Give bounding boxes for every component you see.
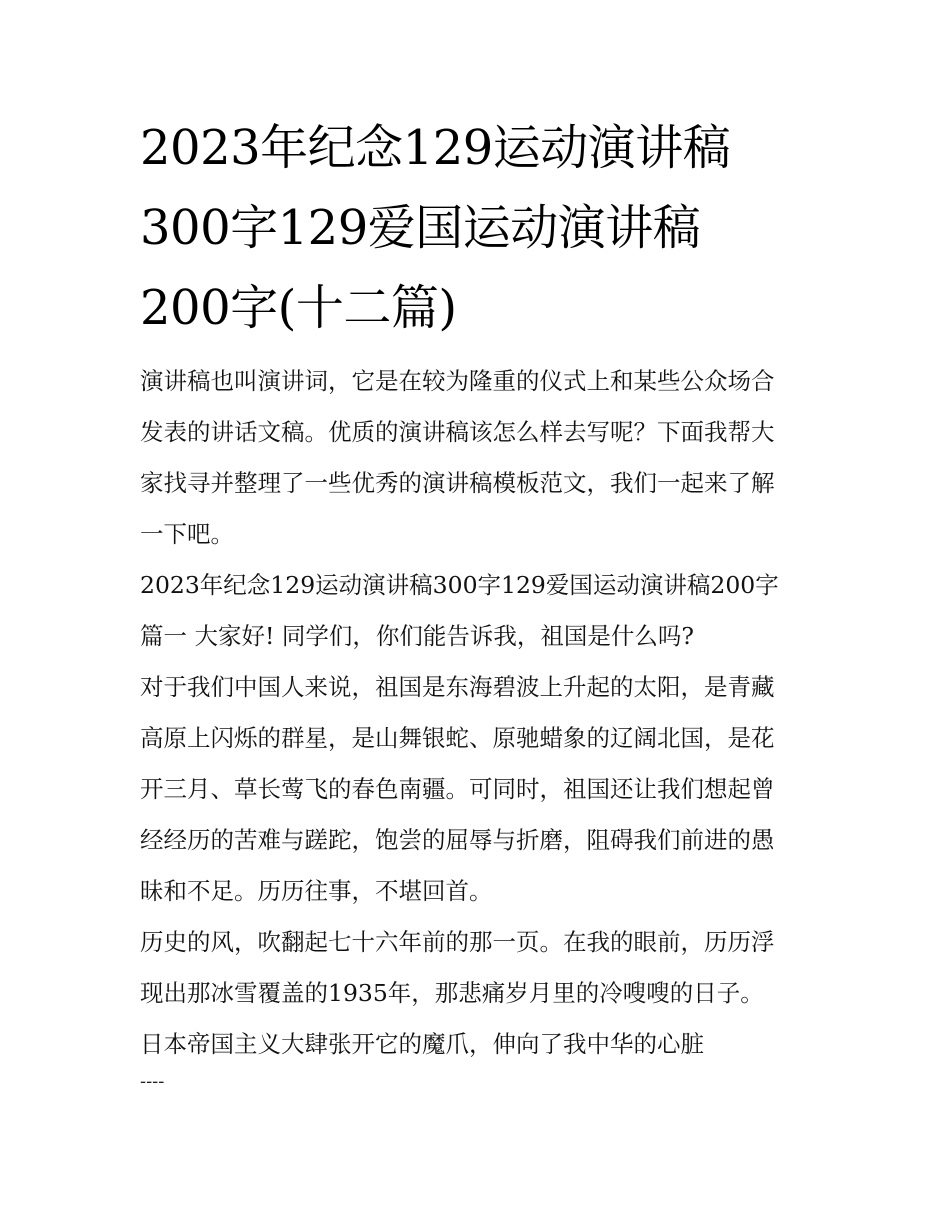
greeting-paragraph: [140, 611, 812, 662]
section-heading-paragraph: [140, 560, 812, 611]
text-line: 2023年纪念129运动演讲稿300字129爱国运动演讲稿200字: [140, 571, 779, 599]
text-line: 开三月、草长莺飞的春色南疆。可同时，祖国还让我们想起曾: [140, 775, 775, 803]
document-body: [140, 356, 812, 1070]
text-line: 高原上闪烁的群星，是山舞银蛇、原驰蜡象的辽阔北国，是花: [140, 724, 775, 752]
title-line: 300字129爱国运动演讲稿: [140, 200, 701, 256]
body-paragraph: [140, 1019, 812, 1070]
text-line: 昧和不足。历历往事，不堪回首。: [140, 877, 493, 905]
intro-paragraph: [140, 356, 812, 560]
text-line: 篇一 大家好! 同学们，你们能告诉我，祖国是什么吗?: [140, 622, 694, 650]
text-line: 一下吧。: [140, 520, 234, 548]
text-line: 历史的风，吹翻起七十六年前的那一页。在我的眼前，历历浮: [140, 928, 775, 956]
text-line: 对于我们中国人来说，祖国是东海碧波上升起的太阳，是青藏: [140, 673, 775, 701]
text-line: 家找寻并整理了一些优秀的演讲稿模板范文，我们一起来了解: [140, 469, 775, 497]
body-paragraph: [140, 917, 812, 1019]
title-line: 200字(十二篇): [140, 280, 457, 336]
document-title: [140, 108, 820, 348]
text-line: 日本帝国主义大肆张开它的魔爪，伸向了我中华的心脏: [140, 1030, 704, 1058]
truncation-marker: ----: [140, 1071, 165, 1092]
text-line: 演讲稿也叫演讲词，它是在较为隆重的仪式上和某些公众场合: [140, 367, 775, 395]
text-line: 经经历的苦难与蹉跎，饱尝的屈辱与折磨，阻碍我们前进的愚: [140, 826, 775, 854]
text-line: 现出那冰雪覆盖的1935年，那悲痛岁月里的冷嗖嗖的日子。: [140, 979, 764, 1007]
text-line: 发表的讲话文稿。优质的演讲稿该怎么样去写呢？下面我帮大: [140, 418, 775, 446]
title-line: 2023年纪念129运动演讲稿: [140, 120, 731, 176]
body-paragraph: [140, 662, 812, 917]
